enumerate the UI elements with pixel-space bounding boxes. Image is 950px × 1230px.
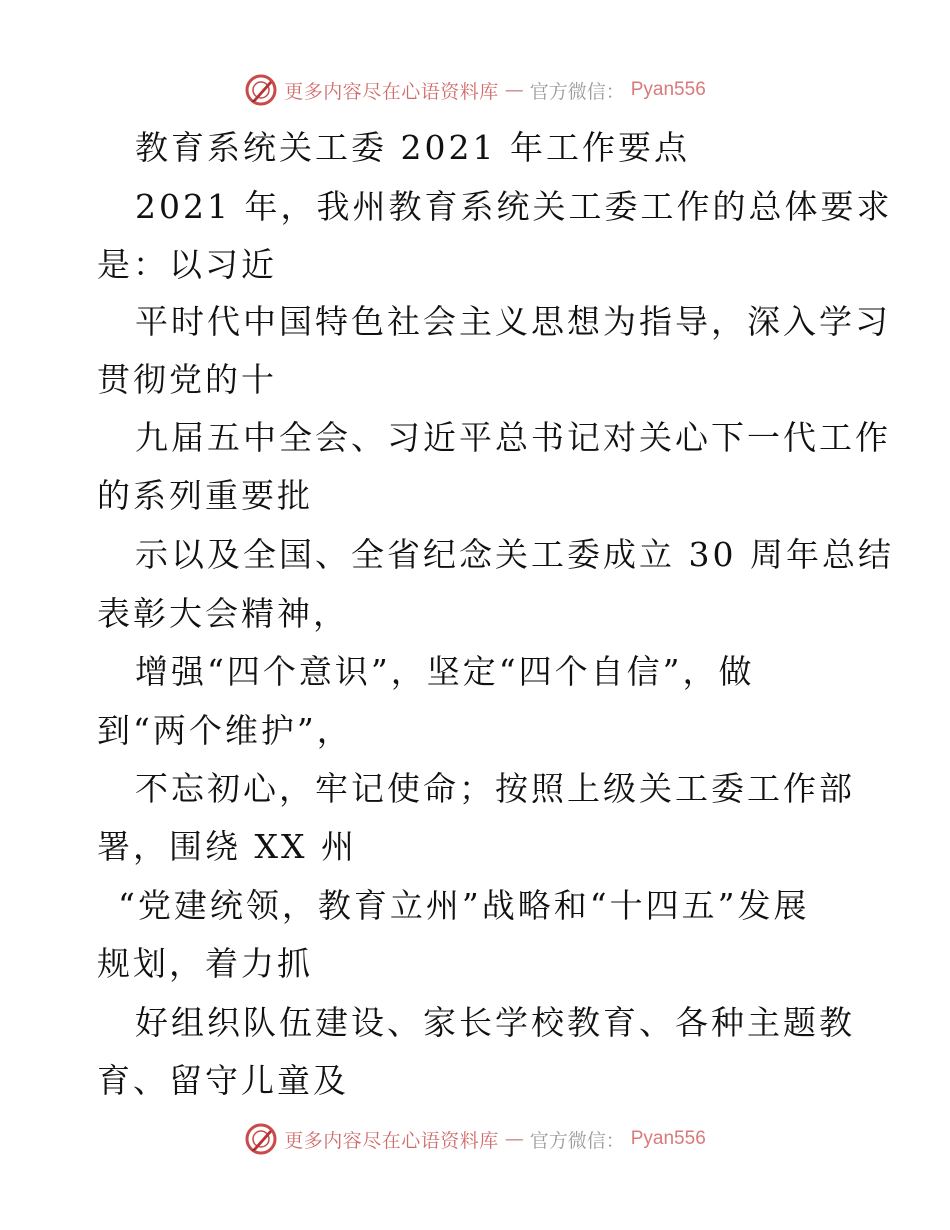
paragraph-line: 九届五中全会、习近平总书记对关心下一代工作 [135, 418, 891, 457]
watermark-id-text: Pyan556 [630, 79, 706, 100]
paragraph-line: “党建统领，教育立州”战略和“十四五”发展 [118, 886, 810, 925]
pen-logo-icon [244, 1122, 278, 1156]
paragraph-line: 表彰大会精神， [97, 594, 349, 633]
paragraph-line: 2021 年，我州教育系统关工委工作的总体要求 [135, 187, 893, 226]
paragraph-line: 到“两个维护”， [97, 711, 353, 750]
document-title: 教育系统关工委 2021 年工作要点 [135, 128, 690, 167]
watermark-separator: — [504, 1128, 524, 1150]
paragraph-line: 增强“四个意识”，坚定“四个自信”，做 [135, 652, 755, 691]
pen-logo-icon [244, 73, 278, 107]
paragraph-line: 规划，着力抓 [97, 944, 313, 983]
paragraph-line: 贯彻党的十 [97, 360, 277, 399]
paragraph-line: 署，围绕 XX 州 [97, 827, 357, 866]
watermark-header [0, 73, 950, 107]
watermark-sub-text: 官方微信： [529, 1129, 625, 1152]
watermark-footer [0, 1122, 950, 1156]
watermark-separator: — [504, 79, 524, 101]
paragraph-line: 育、留守儿童及 [97, 1061, 349, 1100]
paragraph-line: 示以及全国、全省纪念关工委成立 30 周年总结 [135, 535, 894, 574]
paragraph-line: 不忘初心，牢记使命；按照上级关工委工作部 [135, 769, 855, 808]
watermark-main-text: 更多内容尽在心语资料库 [284, 80, 499, 103]
paragraph-line: 的系列重要批 [97, 476, 313, 515]
watermark-main-text: 更多内容尽在心语资料库 [284, 1129, 499, 1152]
watermark-id-text: Pyan556 [630, 1128, 706, 1149]
paragraph-line: 平时代中国特色社会主义思想为指导，深入学习 [135, 302, 891, 341]
paragraph-line: 好组织队伍建设、家长学校教育、各种主题教 [135, 1003, 855, 1042]
watermark-sub-text: 官方微信： [529, 80, 625, 103]
paragraph-line: 是：以习近 [97, 245, 277, 284]
